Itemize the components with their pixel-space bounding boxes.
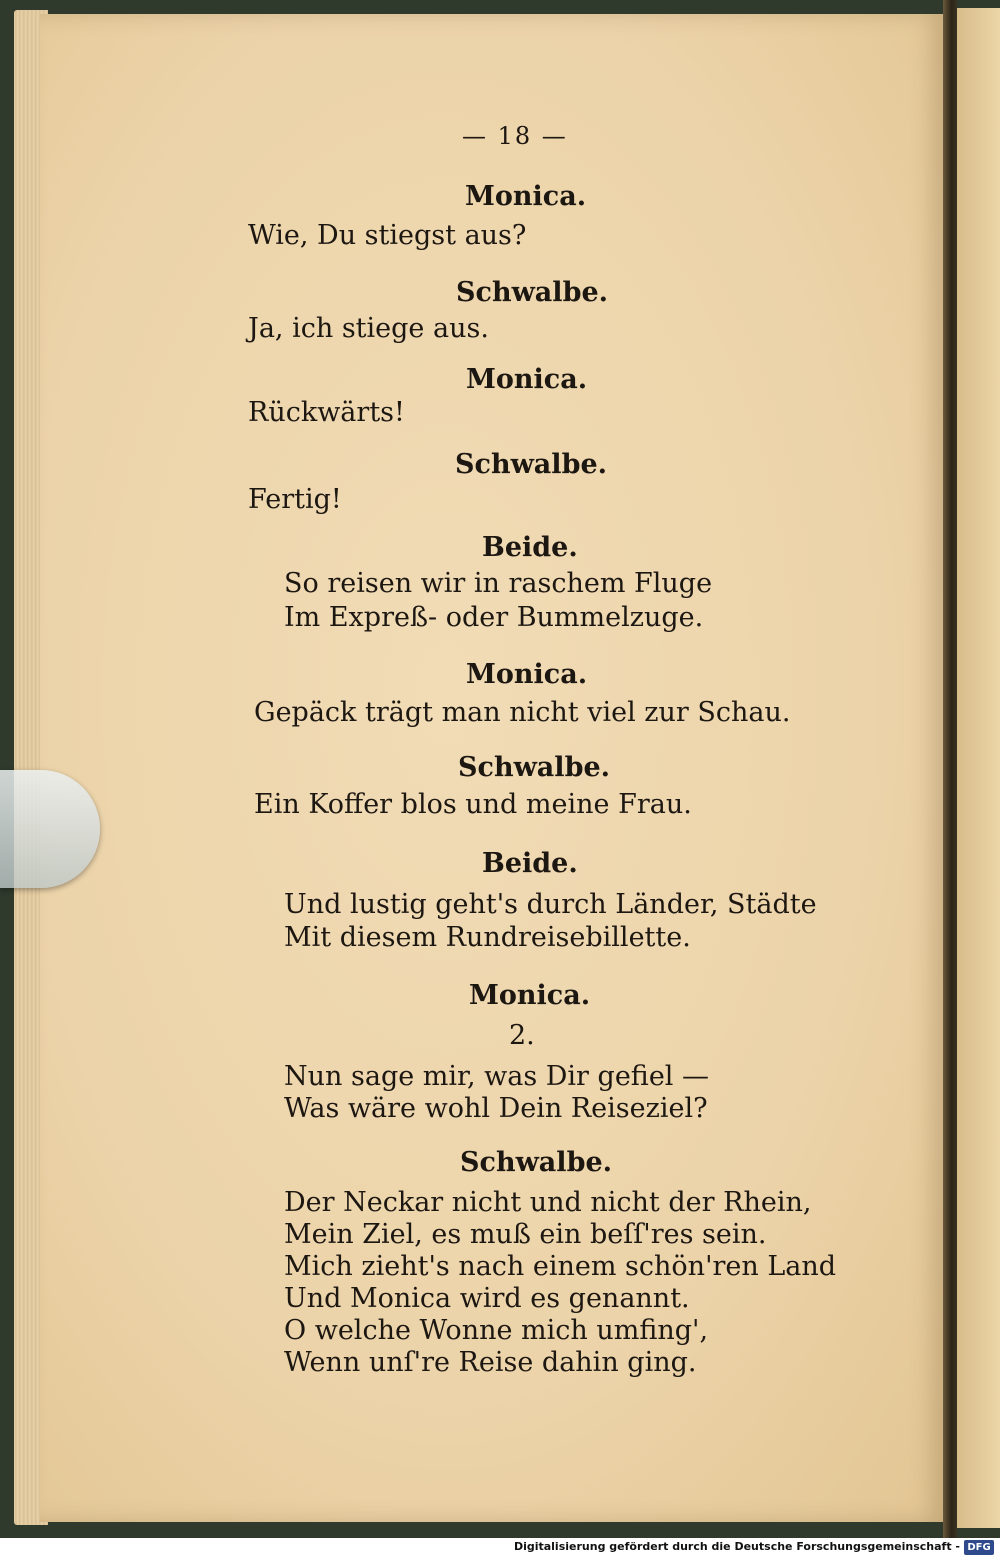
speaker-schwalbe: Schwalbe. xyxy=(460,1147,613,1178)
verse-line: Nun sage mir, was Dir gefiel — xyxy=(284,1061,710,1092)
speaker-schwalbe: Schwalbe. xyxy=(455,449,608,480)
dialogue-line: Gepäck trägt man nicht viel zur Schau. xyxy=(254,697,791,728)
dialogue-line: Ja, ich stiege aus. xyxy=(248,313,489,344)
dialogue-line: Wie, Du stiegst aus? xyxy=(248,220,527,251)
verse-line: Mit diesem Rundreisebillette. xyxy=(284,922,691,953)
verse-line: Mich zieht's nach einem schön'ren Land xyxy=(284,1251,837,1282)
speaker-monica: Monica. xyxy=(466,364,588,395)
next-page-edge xyxy=(957,8,1000,1528)
page-number: — 18 — xyxy=(462,122,568,150)
verse-line: O welche Wonne mich umfing', xyxy=(284,1315,709,1346)
speaker-schwalbe: Schwalbe. xyxy=(456,277,609,308)
speaker-beide: Beide. xyxy=(482,532,578,563)
dfg-logo: DFG xyxy=(964,1540,994,1555)
book-gutter xyxy=(943,0,957,1538)
verse-line: Und lustig geht's durch Länder, Städte xyxy=(284,889,817,920)
dialogue-line: Ein Koffer blos und meine Frau. xyxy=(254,789,692,820)
verse-line: Und Monica wird es genannt. xyxy=(284,1283,690,1314)
stanza-number: 2. xyxy=(509,1020,535,1051)
verse-line: Wenn unſ're Reise dahin ging. xyxy=(284,1347,697,1378)
verse-line: So reisen wir in raschem Fluge xyxy=(284,568,713,599)
speaker-beide: Beide. xyxy=(482,848,578,879)
verse-line: Im Expreß- oder Bummelzuge. xyxy=(284,602,704,633)
verse-line: Was wäre wohl Dein Reiseziel? xyxy=(284,1093,708,1124)
verse-line: Der Neckar nicht und nicht der Rhein, xyxy=(284,1187,812,1218)
speaker-schwalbe: Schwalbe. xyxy=(458,752,611,783)
speaker-monica: Monica. xyxy=(466,659,588,690)
speaker-monica: Monica. xyxy=(465,181,587,212)
dialogue-line: Fertig! xyxy=(248,484,342,515)
verse-line: Mein Ziel, es muß ein beſſ'res sein. xyxy=(284,1219,767,1250)
speaker-monica: Monica. xyxy=(469,980,591,1011)
footer-credit: Digitalisierung gefördert durch die Deutsche Forschungsgemeinschaft - xyxy=(513,1540,960,1553)
dialogue-line: Rückwärts! xyxy=(248,397,405,428)
